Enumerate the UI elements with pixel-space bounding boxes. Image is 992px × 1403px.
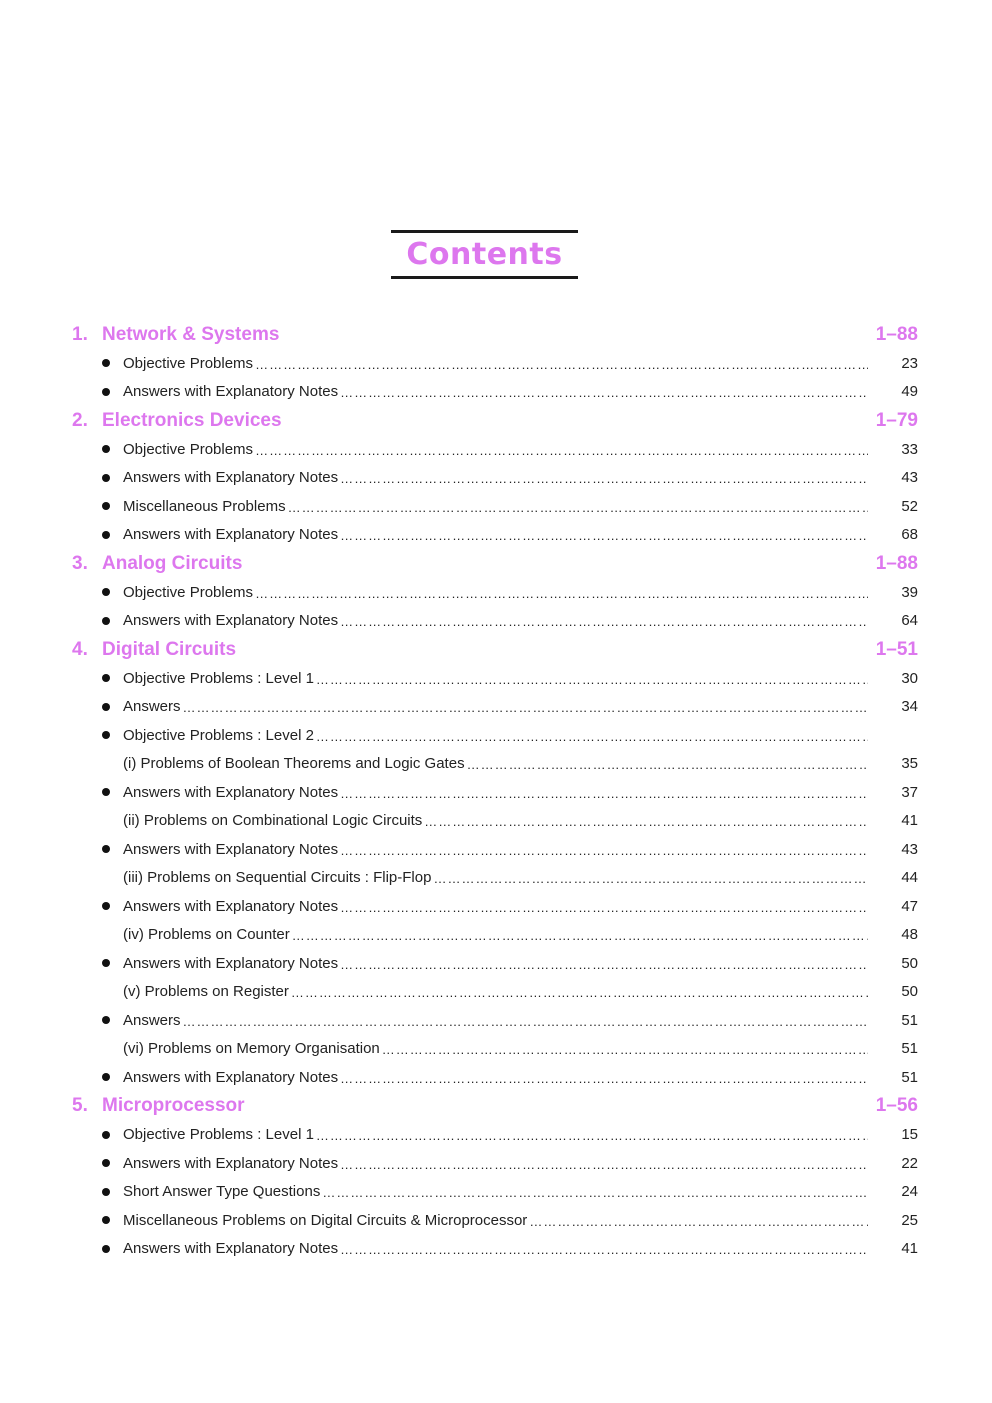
entry-label: (v) Problems on Register xyxy=(123,983,289,1001)
entry-label: Answers with Explanatory Notes xyxy=(123,469,339,487)
entry-page-number: 15 xyxy=(901,1126,918,1144)
toc-entry[interactable] xyxy=(72,1006,918,1035)
entry-page-number: 48 xyxy=(901,926,918,944)
toc-entry[interactable] xyxy=(72,778,918,807)
entry-page-number: 43 xyxy=(901,840,918,858)
chapter-title: Electronics Devices xyxy=(102,409,282,431)
chapter-heading[interactable] xyxy=(72,406,918,435)
dot-leader xyxy=(316,1128,868,1149)
entry-label: Answers xyxy=(123,1011,181,1029)
entry-page-number: 25 xyxy=(901,1211,918,1229)
contents-heading-frame xyxy=(391,230,578,279)
entry-page-number: 51 xyxy=(901,1068,918,1086)
dot-leader xyxy=(382,1042,868,1063)
dot-leader xyxy=(322,1185,868,1206)
entry-label: Objective Problems : Level 1 xyxy=(123,1126,314,1144)
dot-leader xyxy=(340,900,868,921)
entry-page-number: 23 xyxy=(901,354,918,372)
dot-leader xyxy=(183,1014,868,1035)
toc-entry[interactable] xyxy=(72,693,918,722)
entry-page-number: 43 xyxy=(901,469,918,487)
dot-leader xyxy=(340,614,868,635)
entry-label: Miscellaneous Problems on Digital Circuits & Microprocessor xyxy=(123,1211,528,1229)
entry-page-number: 50 xyxy=(901,954,918,972)
dot-leader xyxy=(340,1242,868,1263)
toc-entry[interactable] xyxy=(72,464,918,493)
bullet-icon xyxy=(72,1159,123,1167)
toc-entry[interactable] xyxy=(72,607,918,636)
entry-label: Objective Problems : Level 2 xyxy=(123,726,314,744)
bullet-icon xyxy=(72,474,123,482)
chapter-heading[interactable] xyxy=(72,320,918,349)
dot-leader xyxy=(255,443,868,464)
toc-entry[interactable] xyxy=(72,349,918,378)
dot-leader xyxy=(340,1071,868,1092)
dot-leader xyxy=(255,357,868,378)
entry-label: (iv) Problems on Counter xyxy=(123,926,290,944)
chapter-page-range: 1–79 xyxy=(875,409,918,431)
entry-page-number: 39 xyxy=(901,583,918,601)
entry-page-number: 51 xyxy=(901,1040,918,1058)
entry-page-number: 24 xyxy=(901,1183,918,1201)
toc-entry[interactable] xyxy=(72,521,918,550)
chapter-page-range: 1–51 xyxy=(875,638,918,660)
entry-label: Answers with Explanatory Notes xyxy=(123,526,339,544)
dot-leader xyxy=(529,1214,868,1235)
toc-entry[interactable] xyxy=(72,1035,918,1064)
chapter-page-range: 1–56 xyxy=(875,1095,918,1116)
table-of-contents xyxy=(72,320,918,1263)
chapter-heading[interactable] xyxy=(72,1092,918,1121)
bullet-icon xyxy=(72,445,123,453)
entry-page-number: 47 xyxy=(901,897,918,915)
bullet-icon xyxy=(72,388,123,396)
entry-label: Objective Problems xyxy=(123,583,254,601)
dot-leader xyxy=(424,814,868,835)
entry-page-number: 49 xyxy=(901,383,918,401)
dot-leader xyxy=(183,700,868,721)
toc-entry[interactable] xyxy=(72,435,918,464)
toc-entry[interactable] xyxy=(72,1206,918,1235)
entry-label: Answers with Explanatory Notes xyxy=(123,897,339,915)
toc-entry[interactable] xyxy=(72,835,918,864)
entry-label: Miscellaneous Problems xyxy=(123,497,286,515)
bullet-icon xyxy=(72,617,123,625)
chapter-page-range: 1–88 xyxy=(875,552,918,574)
toc-entry[interactable] xyxy=(72,492,918,521)
chapter-title: Analog Circuits xyxy=(102,552,243,574)
entry-label: Answers with Explanatory Notes xyxy=(123,840,339,858)
dot-leader xyxy=(340,528,868,549)
chapter-number: 1. xyxy=(72,323,88,345)
chapter-page-range: 1–88 xyxy=(875,323,918,345)
entry-label: (ii) Problems on Combinational Logic Circuits xyxy=(123,812,423,830)
dot-leader xyxy=(433,871,868,892)
toc-entry[interactable] xyxy=(72,378,918,407)
entry-page-number: 64 xyxy=(901,612,918,630)
chapter-title: Network & Systems xyxy=(102,323,280,345)
entry-page-number: 68 xyxy=(901,526,918,544)
bullet-icon xyxy=(72,1016,123,1024)
bullet-icon xyxy=(72,1245,123,1253)
bullet-icon xyxy=(72,902,123,910)
entry-label: Answers with Explanatory Notes xyxy=(123,612,339,630)
bullet-icon xyxy=(72,531,123,539)
entry-page-number: 51 xyxy=(901,1011,918,1029)
toc-entry[interactable] xyxy=(72,807,918,836)
bullet-icon xyxy=(72,959,123,967)
entry-label: (vi) Problems on Memory Organisation xyxy=(123,1040,380,1058)
toc-entry[interactable] xyxy=(72,949,918,978)
toc-entry[interactable] xyxy=(72,721,918,750)
entry-label: Answers with Explanatory Notes xyxy=(123,383,339,401)
dot-leader xyxy=(340,843,868,864)
bullet-icon xyxy=(72,502,123,510)
dot-leader xyxy=(340,957,868,978)
dot-leader xyxy=(291,985,868,1006)
dot-leader xyxy=(316,672,868,693)
chapter-number: 5. xyxy=(72,1095,88,1116)
toc-entry[interactable] xyxy=(72,978,918,1007)
entry-label: Answers with Explanatory Notes xyxy=(123,1240,339,1258)
chapter-number: 3. xyxy=(72,552,88,574)
dot-leader xyxy=(255,586,868,607)
entry-page-number: 44 xyxy=(901,869,918,887)
dot-leader xyxy=(467,757,868,778)
toc-entry[interactable] xyxy=(72,1178,918,1207)
entry-label: Objective Problems xyxy=(123,440,254,458)
entry-page-number: 52 xyxy=(901,497,918,515)
toc-entry[interactable] xyxy=(72,1235,918,1264)
entry-page-number: 41 xyxy=(901,812,918,830)
page-title: Contents xyxy=(406,236,563,272)
toc-entry[interactable] xyxy=(72,1149,918,1178)
dot-leader xyxy=(340,1157,868,1178)
entry-label: Answers with Explanatory Notes xyxy=(123,783,339,801)
entry-page-number: 35 xyxy=(901,755,918,773)
entry-label: Answers with Explanatory Notes xyxy=(123,1154,339,1172)
bullet-icon xyxy=(72,588,123,596)
entry-label: (iii) Problems on Sequential Circuits : Flip-Flop xyxy=(123,869,432,887)
dot-leader xyxy=(340,385,868,406)
chapter-number: 4. xyxy=(72,638,88,660)
bullet-icon xyxy=(72,1073,123,1081)
toc-entry[interactable] xyxy=(72,1063,918,1092)
chapter-number: 2. xyxy=(72,409,88,431)
toc-entry[interactable] xyxy=(72,921,918,950)
entry-label: Answers with Explanatory Notes xyxy=(123,1068,339,1086)
toc-entry[interactable] xyxy=(72,750,918,779)
entry-label: (i) Problems of Boolean Theorems and Logic Gates xyxy=(123,755,465,773)
entry-page-number: 37 xyxy=(901,783,918,801)
entry-page-number: 34 xyxy=(901,698,918,716)
entry-label: Objective Problems : Level 1 xyxy=(123,669,314,687)
bullet-icon xyxy=(72,703,123,711)
bullet-icon xyxy=(72,1131,123,1139)
toc-entry[interactable] xyxy=(72,578,918,607)
toc-entry[interactable] xyxy=(72,864,918,893)
chapter-title: Microprocessor xyxy=(102,1095,245,1116)
bullet-icon xyxy=(72,731,123,739)
dot-leader xyxy=(292,928,868,949)
chapter-heading[interactable] xyxy=(72,635,918,664)
toc-entry[interactable] xyxy=(72,1121,918,1150)
entry-page-number: 33 xyxy=(901,440,918,458)
toc-entry[interactable] xyxy=(72,664,918,693)
bullet-icon xyxy=(72,1188,123,1196)
bullet-icon xyxy=(72,674,123,682)
entry-page-number: 22 xyxy=(901,1154,918,1172)
chapter-heading[interactable] xyxy=(72,549,918,578)
dot-leader xyxy=(340,471,868,492)
entry-page-number: 41 xyxy=(901,1240,918,1258)
bullet-icon xyxy=(72,359,123,367)
entry-label: Answers with Explanatory Notes xyxy=(123,954,339,972)
entry-label: Answers xyxy=(123,698,181,716)
toc-entry[interactable] xyxy=(72,892,918,921)
dot-leader xyxy=(340,786,868,807)
entry-label: Objective Problems xyxy=(123,354,254,372)
bullet-icon xyxy=(72,1216,123,1224)
bullet-icon xyxy=(72,788,123,796)
dot-leader xyxy=(316,729,868,750)
entry-page-number: 50 xyxy=(901,983,918,1001)
dot-leader xyxy=(288,500,868,521)
entry-page-number: 30 xyxy=(901,669,918,687)
entry-label: Short Answer Type Questions xyxy=(123,1183,321,1201)
bullet-icon xyxy=(72,845,123,853)
chapter-title: Digital Circuits xyxy=(102,638,237,660)
